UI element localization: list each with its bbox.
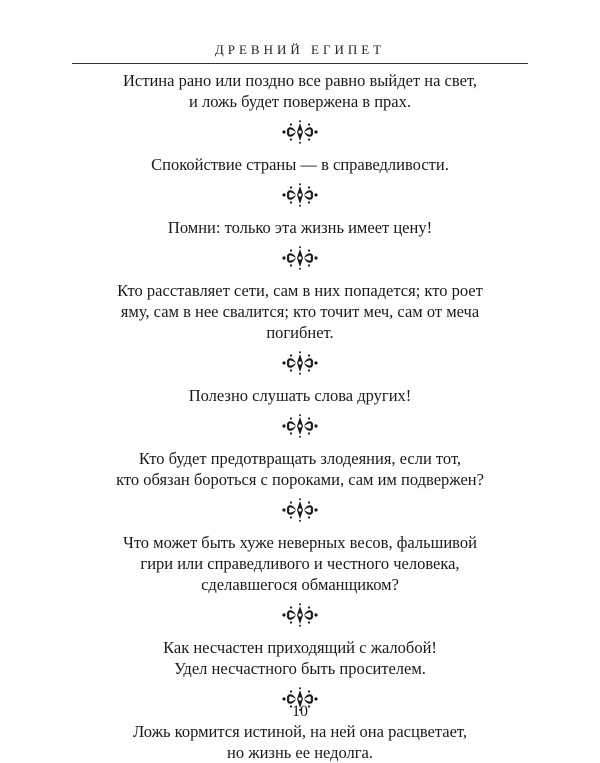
quote-8 <box>90 637 510 679</box>
floral-ornament-icon <box>281 183 319 207</box>
quote-line: Истина рано или поздно все равно выйдет на свет, <box>123 71 477 90</box>
quote-line: Кто будет предотвращать злодеяния, если тот, <box>138 449 462 468</box>
quote-7 <box>90 532 510 595</box>
quote-5 <box>90 385 510 406</box>
quote-line: но жизнь ее недолга. <box>226 743 374 762</box>
quote-9 <box>90 721 510 763</box>
quote-line: и ложь будет повержена в прах. <box>189 92 411 111</box>
floral-ornament-icon <box>281 246 319 270</box>
quote-line: Ложь кормится истиной, на ней она расцветает, <box>133 722 467 741</box>
quote-line: Удел несчастного быть просителем. <box>174 659 426 678</box>
quote-line: погибнет. <box>266 323 334 342</box>
quote-line: Как несчастен приходящий с жалобой! <box>163 638 437 657</box>
floral-ornament-icon <box>281 498 319 522</box>
quote-line: Спокойствие страны — в справедливости. <box>151 155 449 174</box>
quote-line: сделавшегося обманщиком? <box>201 575 399 594</box>
header-rule <box>72 63 528 64</box>
floral-ornament-icon <box>281 351 319 375</box>
quote-6 <box>90 448 510 490</box>
quote-line: гири или справедливого и честного человека, <box>140 554 460 573</box>
quote-3 <box>90 217 510 238</box>
quote-2 <box>90 154 510 175</box>
quote-line: кто обязан бороться с пороками, сам им подвержен? <box>116 470 484 489</box>
floral-ornament-icon <box>281 414 319 438</box>
quotes-column <box>90 70 510 763</box>
quote-line: Помни: только эта жизнь имеет цену! <box>167 218 433 237</box>
quote-line: яму, сам в нее свалится; кто точит меч, сам от меча <box>120 302 480 321</box>
quote-line: Что может быть хуже неверных весов, фальшивой <box>123 533 477 552</box>
quote-1 <box>90 70 510 112</box>
running-head: ДРЕВНИЙ ЕГИПЕТ <box>214 42 386 57</box>
page-number: 10 <box>292 703 308 720</box>
quote-line: Полезно слушать слова других! <box>188 386 412 405</box>
floral-ornament-icon <box>281 120 319 144</box>
quote-line: Кто расставляет сети, сам в них попадется; кто роет <box>117 281 483 300</box>
floral-ornament-icon <box>281 603 319 627</box>
quote-4 <box>90 280 510 343</box>
